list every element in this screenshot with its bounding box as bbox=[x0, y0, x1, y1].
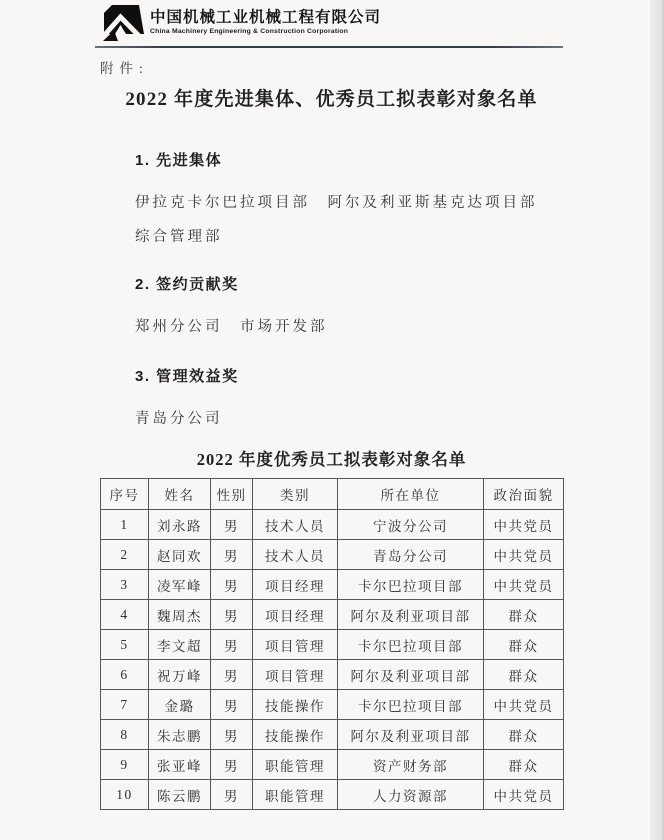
table-cell: 职能管理 bbox=[253, 750, 338, 780]
table-cell: 项目经理 bbox=[253, 570, 338, 600]
table-row bbox=[101, 600, 564, 630]
roster-table-title: 2022 年度优秀员工拟表彰对象名单 bbox=[196, 450, 467, 469]
table-cell: 3 bbox=[101, 570, 149, 600]
table-cell: 9 bbox=[101, 750, 149, 780]
table-cell: 2 bbox=[101, 540, 149, 570]
company-logo-icon bbox=[99, 4, 145, 45]
table-cell: 魏周杰 bbox=[149, 600, 211, 630]
table-cell: 阿尔及利亚项目部 bbox=[338, 600, 484, 630]
table-header-row bbox=[101, 479, 564, 510]
header-cell: 性别 bbox=[211, 479, 253, 510]
section-line: 伊拉克卡尔巴拉项目部 阿尔及利亚斯基克达项目部 bbox=[135, 195, 538, 211]
company-name-en: China Machinery Engineering & Construction Corporation bbox=[150, 28, 349, 35]
table-cell: 群众 bbox=[484, 600, 564, 630]
section-line: 郑州分公司 市场开发部 bbox=[135, 319, 328, 335]
table-cell: 张亚峰 bbox=[149, 750, 211, 780]
table-cell: 朱志鹏 bbox=[149, 720, 211, 750]
table-cell: 男 bbox=[211, 510, 253, 540]
table-cell: 男 bbox=[211, 660, 253, 690]
table-row bbox=[101, 540, 564, 570]
table-cell: 青岛分公司 bbox=[338, 540, 484, 570]
table-cell: 群众 bbox=[484, 630, 564, 660]
table-cell: 陈云鹏 bbox=[149, 780, 211, 810]
roster-table bbox=[100, 478, 564, 810]
table-cell: 项目经理 bbox=[253, 600, 338, 630]
company-names bbox=[150, 4, 381, 36]
header-cell: 序号 bbox=[101, 479, 149, 510]
table-cell: 刘永路 bbox=[149, 510, 211, 540]
table-row bbox=[101, 750, 564, 780]
section-heading: 3. 管理效益奖 bbox=[135, 368, 239, 385]
table-cell: 男 bbox=[211, 720, 253, 750]
table-cell: 卡尔巴拉项目部 bbox=[338, 690, 484, 720]
section-line: 青岛分公司 bbox=[135, 411, 223, 427]
table-cell: 10 bbox=[101, 780, 149, 810]
letterhead-rule bbox=[95, 46, 563, 48]
table-cell: 职能管理 bbox=[253, 780, 338, 810]
table-row bbox=[101, 660, 564, 690]
table-cell: 资产财务部 bbox=[338, 750, 484, 780]
table-cell: 男 bbox=[211, 600, 253, 630]
header-cell: 姓名 bbox=[149, 479, 211, 510]
table-cell: 4 bbox=[101, 600, 149, 630]
table-cell: 技能操作 bbox=[253, 720, 338, 750]
table-row bbox=[101, 780, 564, 810]
table-cell: 阿尔及利亚项目部 bbox=[338, 720, 484, 750]
table-cell: 技能操作 bbox=[253, 690, 338, 720]
table-cell: 6 bbox=[101, 660, 149, 690]
table-cell: 卡尔巴拉项目部 bbox=[338, 630, 484, 660]
section-heading: 1. 先进集体 bbox=[135, 152, 223, 169]
table-cell: 祝万峰 bbox=[149, 660, 211, 690]
table-cell: 男 bbox=[211, 540, 253, 570]
table-cell: 男 bbox=[211, 780, 253, 810]
award-section-1 bbox=[135, 151, 565, 254]
table-cell: 7 bbox=[101, 690, 149, 720]
table-cell: 男 bbox=[211, 630, 253, 660]
table-cell: 中共党员 bbox=[484, 690, 564, 720]
table-row bbox=[101, 510, 564, 540]
section-line: 综合管理部 bbox=[135, 229, 223, 245]
table-cell: 李文超 bbox=[149, 630, 211, 660]
award-section-3 bbox=[135, 367, 565, 436]
table-cell: 宁波分公司 bbox=[338, 510, 484, 540]
table-cell: 中共党员 bbox=[484, 540, 564, 570]
table-cell: 人力资源部 bbox=[338, 780, 484, 810]
table-cell: 5 bbox=[101, 630, 149, 660]
table-row bbox=[101, 630, 564, 660]
table-cell: 男 bbox=[211, 750, 253, 780]
table-cell: 卡尔巴拉项目部 bbox=[338, 570, 484, 600]
table-cell: 男 bbox=[211, 690, 253, 720]
table-cell: 金璐 bbox=[149, 690, 211, 720]
table-cell: 8 bbox=[101, 720, 149, 750]
header-cell: 所在单位 bbox=[338, 479, 484, 510]
company-name-zh: 中国机械工业机械工程有限公司 bbox=[150, 9, 382, 26]
table-row bbox=[101, 690, 564, 720]
table-cell: 阿尔及利亚项目部 bbox=[338, 660, 484, 690]
table-cell: 技术人员 bbox=[253, 510, 338, 540]
doc-title: 2022 年度先进集体、优秀员工拟表彰对象名单 bbox=[125, 89, 538, 110]
header-cell: 政治面貌 bbox=[484, 479, 564, 510]
table-cell: 技术人员 bbox=[253, 540, 338, 570]
table-cell: 中共党员 bbox=[484, 780, 564, 810]
header-cell: 类别 bbox=[253, 479, 338, 510]
table-cell: 群众 bbox=[484, 750, 564, 780]
section-heading: 2. 签约贡献奖 bbox=[135, 276, 239, 293]
table-row bbox=[101, 570, 564, 600]
attachment-label: 附件: bbox=[100, 61, 149, 76]
table-cell: 男 bbox=[211, 570, 253, 600]
table-cell: 中共党员 bbox=[484, 570, 564, 600]
table-cell: 1 bbox=[101, 510, 149, 540]
award-section-2 bbox=[135, 275, 565, 344]
table-cell: 中共党员 bbox=[484, 510, 564, 540]
table-row bbox=[101, 720, 564, 750]
letterhead bbox=[99, 4, 381, 45]
table-cell: 赵同欢 bbox=[149, 540, 211, 570]
table-cell: 群众 bbox=[484, 660, 564, 690]
table-cell: 凌军峰 bbox=[149, 570, 211, 600]
roster-table-body bbox=[101, 510, 564, 810]
table-cell: 项目管理 bbox=[253, 660, 338, 690]
table-cell: 项目管理 bbox=[253, 630, 338, 660]
table-cell: 群众 bbox=[484, 720, 564, 750]
